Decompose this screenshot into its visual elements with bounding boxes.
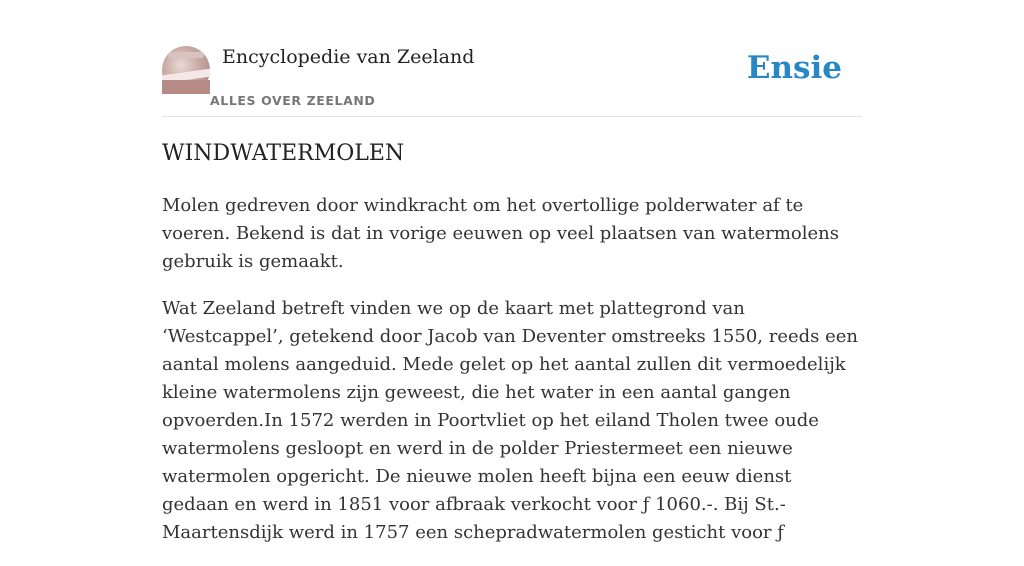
page-title: WINDWATERMOLEN: [162, 141, 405, 166]
logo-detail: [162, 80, 210, 94]
site-logo[interactable]: [162, 46, 210, 94]
article-paragraph: Molen gedreven door windkracht om het overtollige polderwater af te voeren. Bekend is dat in vorige eeuwen op veel plaatsen van watermolens gebruik is gemaakt.: [162, 195, 839, 272]
site-header: [162, 0, 862, 117]
page-container: [162, 0, 862, 543]
article-paragraph: Wat Zeeland betreft vinden we op de kaart met plattegrond van ‘Westcappel’, getekend door Jacob van Deventer omstreeks 1550, reeds een aantal molens aangeduid. Mede gelet op het aantal zullen dit vermoedelijk kleine watermolens zijn geweest, die het water in een aantal gangen opvoerden.In 1572 werden in Poortvliet op het eiland Tholen twee oude watermolens gesloopt en werd in de polder Priestermeet een nieuwe watermolen opgericht. De nieuwe molen heeft bijna een eeuw dienst gedaan en werd in 1851 voor afbraak verkocht voor ƒ 1060.-. Bij St.-Maartensdijk werd in 1757 een schepradwatermolen gesticht voor ƒ: [162, 298, 859, 543]
ensie-brand-link[interactable]: Ensie: [746, 50, 842, 86]
site-title[interactable]: Encyclopedie van Zeeland: [222, 46, 475, 68]
logo-detail: [168, 52, 204, 58]
article-body: [162, 192, 862, 566]
site-subtitle: ALLES OVER ZEELAND: [210, 93, 376, 108]
